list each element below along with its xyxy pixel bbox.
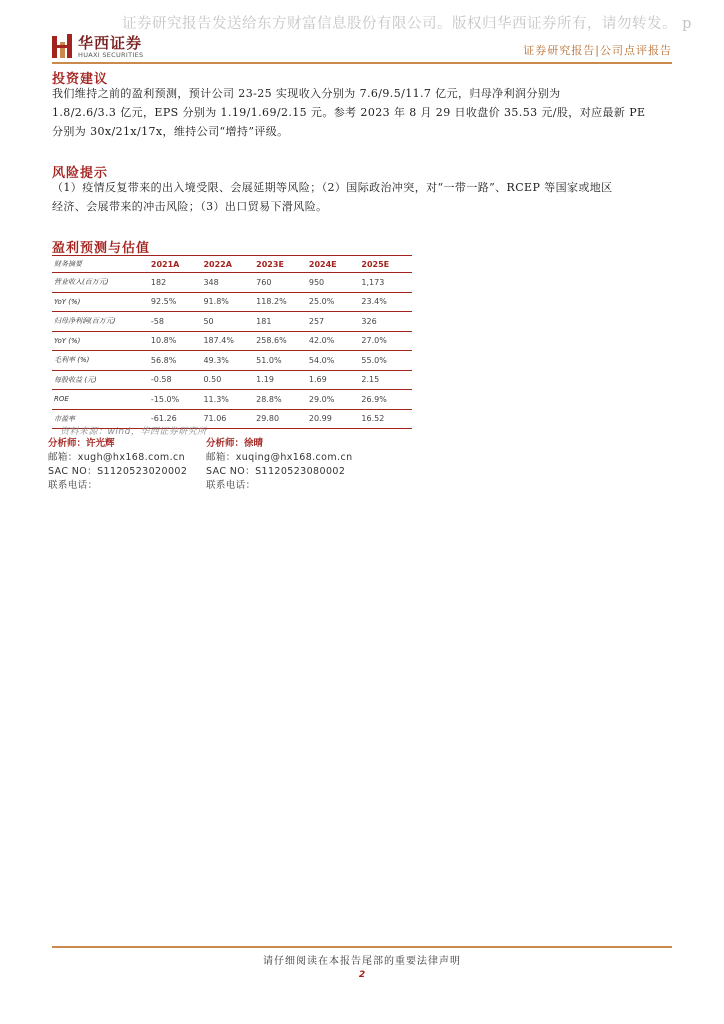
watermark-text: 证券研究报告发送给东方财富信息股份有限公司。版权归华西证券所有，请勿转发。 p [122,16,692,32]
risk-title: 风险提示 [52,166,109,181]
value-cell: 2.15 [361,375,380,385]
analyst-email[interactable]: 邮箱：xuqing@hx168.com.cn [206,452,353,463]
analyst-sac: SAC NO：S1120523020002 [48,466,188,477]
value-cell: 29.0% [308,394,335,404]
forecast-title: 盈利预测与估值 [52,241,151,256]
analyst-phone: 联系电话： [48,480,98,491]
value-cell: -15.0% [150,394,180,404]
value-cell: 0.50 [203,375,222,385]
page-number: 2 [358,970,366,980]
footer-divider [52,946,672,948]
table-header-cell: 2021A [150,259,180,269]
row-label-cell: YoY (%) [54,336,81,345]
value-cell: 23.4% [361,297,387,307]
value-cell: 49.3% [203,355,229,365]
value-cell: 16.52 [361,414,385,424]
analyst-block [206,437,353,493]
table-row [52,390,412,410]
value-cell: 187.4% [203,336,234,346]
value-cell: 348 [203,277,219,287]
investment-line: 1.8/2.6/3.3 亿元，EPS 分别为 1.19/1.69/2.15 元。参考 2023 年 8 月 29 日收盘价 35.53 元/股，对应最新 PE [52,106,646,119]
row-label-cell: ROE [54,395,69,404]
investment-line: 我们维持之前的盈利预测，预计公司 23-25 实现收入分别为 7.6/9.5/11.7 亿元，归母净利润分别为 [52,87,561,100]
table-row [52,351,412,371]
logo-name-en: HUAXI SECURITIES [78,50,144,59]
table-source-note: 资料来源：wind，华西证券研究所 [60,427,207,437]
analyst-name: 分析师：徐晴 [206,438,264,449]
value-cell: 91.8% [203,297,229,307]
value-cell: 26.9% [361,394,387,404]
row-label-cell: 市盈率 [54,414,75,423]
table-row [52,273,412,293]
value-cell: 11.3% [203,394,229,404]
analyst-name: 分析师：许光辉 [48,438,115,449]
row-label-cell: 每股收益 (元) [54,375,97,384]
value-cell: 56.8% [150,355,177,365]
risk-paragraph [52,178,674,216]
risk-line: 经济、会展带来的冲击风险；（3）出口贸易下滑风险。 [52,200,328,213]
value-cell: 55.0% [361,355,387,365]
table-header-cell: 2023E [256,259,284,269]
table-header-cell: 2024E [308,259,337,269]
value-cell: 20.99 [308,414,332,424]
table-header-cell: 2022A [203,259,232,269]
value-cell: 42.0% [308,336,335,346]
value-cell: 25.0% [308,297,335,307]
table-header-cell: 2025E [361,259,390,269]
value-cell: 54.0% [308,355,335,365]
table-row [52,312,412,332]
value-cell: 28.8% [256,394,282,404]
table-header-cell: 财务摘要 [54,260,82,268]
row-label-cell: 营业收入(百万元) [54,278,109,287]
huaxi-logo-icon [52,34,72,60]
company-logo [52,34,143,60]
investment-line: 分别为 30x/21x/17x，维持公司“增持”评级。 [52,125,289,138]
value-cell: 181 [256,316,272,326]
legal-notice: 请仔细阅读在本报告尾部的重要法律声明 [263,956,461,967]
logo-name-cn: 华西证券 [78,33,143,52]
value-cell: 51.0% [256,355,282,365]
table-row [52,331,412,351]
value-cell: 1,173 [361,277,385,287]
value-cell: 258.6% [256,336,287,346]
value-cell: 27.0% [361,336,387,346]
value-cell: 118.2% [256,297,287,307]
value-cell: 760 [256,277,272,287]
table-row [52,292,412,312]
row-label-cell: 归母净利润(百万元) [54,317,116,326]
value-cell: 1.69 [308,375,327,385]
value-cell: 29.80 [256,414,280,424]
row-label-cell: YoY (%) [54,297,81,306]
table-row [52,370,412,390]
value-cell: 950 [308,277,325,287]
row-label-cell: 毛利率 (%) [54,356,90,365]
analyst-phone: 联系电话： [206,480,256,491]
value-cell: 257 [308,316,325,326]
header-divider [52,62,672,64]
value-cell: -0.58 [150,375,172,385]
value-cell: 10.8% [150,336,177,346]
value-cell: 92.5% [150,297,177,307]
risk-line: （1）疫情反复带来的出入境受限、会展延期等风险；（2）国际政治冲突，对“一带一路”、RCEP 等国家或地区 [52,181,613,194]
value-cell: -58 [150,316,164,326]
investment-title: 投资建议 [52,72,109,87]
value-cell: 182 [150,277,167,287]
analyst-block [48,437,187,493]
financial-summary-table [52,255,412,429]
analyst-email[interactable]: 邮箱：xugh@hx168.com.cn [48,452,186,463]
value-cell: 71.06 [203,414,227,424]
value-cell: 50 [203,316,214,326]
table-header-row [52,256,412,273]
report-type-label: 证券研究报告|公司点评报告 [523,44,672,57]
value-cell: 326 [361,316,377,326]
value-cell: -61.26 [150,414,177,424]
value-cell: 1.19 [256,375,274,385]
analyst-sac: SAC NO：S1120523080002 [206,466,346,477]
investment-paragraph [52,84,674,141]
